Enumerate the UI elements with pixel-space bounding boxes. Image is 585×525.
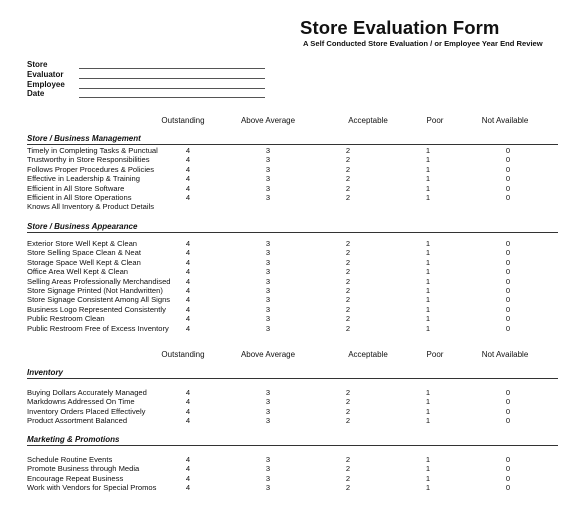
evaluation-row <box>0 248 585 257</box>
rating-value[interactable]: 3 <box>265 397 271 407</box>
rating-value[interactable]: 4 <box>185 295 191 305</box>
form-subtitle: A Self Conducted Store Evaluation / or Employee Year End Review <box>303 39 543 48</box>
rating-value[interactable]: 1 <box>425 473 431 483</box>
evaluator-label: Evaluator <box>27 70 64 79</box>
row-label: Trustworthy in Store Responsibilities <box>27 155 150 165</box>
rating-value[interactable]: 2 <box>345 286 351 295</box>
rating-value[interactable]: 2 <box>345 314 351 324</box>
rating-value[interactable]: 2 <box>345 155 351 165</box>
rating-value[interactable]: 1 <box>425 323 431 333</box>
rating-value[interactable]: 1 <box>425 464 431 474</box>
rating-value[interactable]: 4 <box>185 483 191 493</box>
rating-value[interactable]: 1 <box>425 183 431 193</box>
rating-value[interactable]: 0 <box>505 193 511 202</box>
evaluation-row <box>0 474 585 483</box>
rating-value[interactable]: 0 <box>505 323 511 333</box>
row-label: Selling Areas Professionally Merchandised <box>27 276 171 286</box>
rating-value[interactable]: 2 <box>345 406 351 416</box>
row-label: Encourage Repeat Business <box>27 473 124 483</box>
rating-value[interactable]: 0 <box>505 248 511 258</box>
evaluation-row <box>0 202 585 211</box>
rating-value[interactable]: 0 <box>505 416 511 426</box>
rating-value[interactable]: 2 <box>345 267 351 277</box>
rating-value[interactable]: 4 <box>185 164 191 174</box>
rating-value[interactable]: 1 <box>425 286 431 295</box>
rating-value[interactable]: 0 <box>505 164 511 174</box>
header-poor: Poor <box>426 350 444 359</box>
section-divider <box>27 232 558 233</box>
rating-value[interactable]: 1 <box>425 267 431 277</box>
rating-value[interactable]: 2 <box>345 323 351 333</box>
header-above-average: Above Average <box>240 116 296 125</box>
rating-value[interactable]: 4 <box>185 397 191 407</box>
section-divider <box>27 378 558 379</box>
row-label: Knows All Inventory & Product Details <box>27 202 155 212</box>
rating-header-row <box>0 116 585 126</box>
rating-value[interactable]: 1 <box>425 397 431 407</box>
header-acceptable: Acceptable <box>348 350 388 359</box>
section-title-marketing: Marketing & Promotions <box>27 435 120 444</box>
rating-value[interactable]: 0 <box>505 473 511 483</box>
evaluation-row <box>0 193 585 202</box>
evaluation-row <box>0 174 585 183</box>
rating-value[interactable]: 3 <box>265 174 271 184</box>
rating-value[interactable]: 0 <box>505 304 511 314</box>
rating-value[interactable]: 1 <box>425 155 431 165</box>
rating-value[interactable]: 1 <box>425 455 431 464</box>
rating-value[interactable]: 1 <box>425 174 431 184</box>
header-above-average: Above Average <box>240 350 296 359</box>
row-label: Schedule Routine Events <box>27 455 113 464</box>
rating-value[interactable]: 0 <box>505 483 511 493</box>
evaluation-row <box>0 146 585 155</box>
evaluation-row <box>0 397 585 406</box>
rating-value[interactable]: 3 <box>265 267 271 277</box>
rating-value[interactable]: 2 <box>345 295 351 305</box>
rating-value[interactable]: 0 <box>505 295 511 305</box>
rating-value[interactable]: 0 <box>505 155 511 165</box>
rating-value[interactable]: 2 <box>345 464 351 474</box>
evaluator-field[interactable] <box>27 70 267 80</box>
rating-value[interactable]: 4 <box>185 257 191 267</box>
evaluation-row <box>0 464 585 473</box>
evaluation-row <box>0 295 585 304</box>
row-label: Store Signage Consistent Among All Signs <box>27 295 171 305</box>
rating-value[interactable]: 4 <box>185 276 191 286</box>
evaluation-row <box>0 155 585 164</box>
store-label: Store <box>27 60 48 69</box>
rating-value[interactable]: 1 <box>425 239 431 248</box>
row-label: Product Assortment Balanced <box>27 416 128 426</box>
rating-value[interactable]: 0 <box>505 397 511 407</box>
rating-value[interactable]: 1 <box>425 304 431 314</box>
rating-value[interactable]: 2 <box>345 455 351 464</box>
header-poor: Poor <box>426 116 444 125</box>
section-title-management: Store / Business Management <box>27 134 141 143</box>
rating-value[interactable]: 1 <box>425 146 431 155</box>
row-label: Efficient in All Store Operations <box>27 193 132 202</box>
rating-value[interactable]: 1 <box>425 388 431 397</box>
row-label: Buying Dollars Accurately Managed <box>27 388 147 397</box>
rating-value[interactable]: 4 <box>185 155 191 165</box>
rating-value[interactable]: 2 <box>345 257 351 267</box>
evaluation-row <box>0 407 585 416</box>
evaluation-row <box>0 388 585 397</box>
rating-value[interactable]: 3 <box>265 146 271 155</box>
evaluation-row <box>0 324 585 333</box>
rating-value[interactable]: 3 <box>265 388 271 397</box>
section-divider <box>27 445 558 446</box>
rating-value[interactable]: 4 <box>185 473 191 483</box>
rating-value[interactable]: 3 <box>265 416 271 426</box>
rating-value[interactable]: 3 <box>265 193 271 202</box>
evaluation-row <box>0 239 585 248</box>
section-divider <box>27 144 558 145</box>
rating-value[interactable]: 4 <box>185 146 191 155</box>
evaluation-row <box>0 483 585 492</box>
rating-value[interactable]: 2 <box>345 388 351 397</box>
header-outstanding: Outstanding <box>161 116 205 125</box>
rating-value[interactable]: 3 <box>265 295 271 305</box>
rating-value[interactable]: 0 <box>505 239 511 248</box>
rating-value[interactable]: 0 <box>505 183 511 193</box>
rating-value[interactable]: 0 <box>505 464 511 474</box>
rating-value[interactable]: 4 <box>185 267 191 277</box>
rating-value[interactable]: 3 <box>265 276 271 286</box>
row-label: Store Signage Printed (Not Handwritten) <box>27 286 163 295</box>
rating-value[interactable]: 0 <box>505 286 511 295</box>
evaluation-row <box>0 277 585 286</box>
rating-value[interactable]: 4 <box>185 174 191 184</box>
rating-value[interactable]: 0 <box>505 174 511 184</box>
evaluation-row <box>0 286 585 295</box>
rating-value[interactable]: 0 <box>505 406 511 416</box>
rating-value[interactable]: 1 <box>425 314 431 324</box>
rating-value[interactable]: 2 <box>345 183 351 193</box>
row-label: Work with Vendors for Special Promos <box>27 483 157 493</box>
rating-value[interactable]: 3 <box>265 248 271 258</box>
rating-value[interactable]: 0 <box>505 276 511 286</box>
rating-value[interactable]: 3 <box>265 323 271 333</box>
rating-value[interactable]: 3 <box>265 473 271 483</box>
row-label: Store Selling Space Clean & Neat <box>27 248 141 258</box>
row-label: Promote Business through Media <box>27 464 140 474</box>
rating-value[interactable]: 2 <box>345 276 351 286</box>
evaluator-line[interactable] <box>79 78 265 79</box>
evaluation-row <box>0 416 585 425</box>
rating-value[interactable]: 4 <box>185 416 191 426</box>
rating-value[interactable]: 4 <box>185 455 191 464</box>
rating-value[interactable]: 0 <box>505 455 511 464</box>
rating-value[interactable]: 1 <box>425 193 431 202</box>
rating-value[interactable]: 2 <box>345 473 351 483</box>
form-title: Store Evaluation Form <box>300 17 500 38</box>
rating-value[interactable]: 0 <box>505 314 511 324</box>
row-label: Efficient in All Store Software <box>27 183 125 193</box>
rating-value[interactable]: 4 <box>185 286 191 295</box>
rating-value[interactable]: 3 <box>265 314 271 324</box>
rating-value[interactable]: 3 <box>265 406 271 416</box>
store-field[interactable] <box>27 60 267 70</box>
evaluation-row <box>0 165 585 174</box>
row-label: Public Restroom Free of Excess Inventory <box>27 323 169 333</box>
rating-value[interactable]: 2 <box>345 174 351 184</box>
row-label: Timely in Completing Tasks & Punctual <box>27 146 158 155</box>
evaluation-row <box>0 455 585 464</box>
rating-value[interactable]: 2 <box>345 193 351 202</box>
row-label: Exterior Store Well Kept & Clean <box>27 239 138 248</box>
rating-value[interactable]: 3 <box>265 183 271 193</box>
rating-value[interactable]: 4 <box>185 183 191 193</box>
rating-value[interactable]: 1 <box>425 295 431 305</box>
section-title-inventory: Inventory <box>27 368 64 377</box>
row-label: Inventory Orders Placed Effectively <box>27 406 146 416</box>
rating-value[interactable]: 3 <box>265 286 271 295</box>
rating-value[interactable]: 4 <box>185 406 191 416</box>
rating-value[interactable]: 0 <box>505 388 511 397</box>
rating-value[interactable]: 4 <box>185 248 191 258</box>
rating-value[interactable]: 2 <box>345 239 351 248</box>
rating-value[interactable]: 2 <box>345 146 351 155</box>
evaluation-row <box>0 267 585 276</box>
rating-value[interactable]: 3 <box>265 455 271 464</box>
rating-value[interactable]: 4 <box>185 388 191 397</box>
rating-value[interactable]: 2 <box>345 304 351 314</box>
rating-value[interactable]: 4 <box>185 314 191 324</box>
rating-value[interactable]: 1 <box>425 248 431 258</box>
rating-value[interactable]: 3 <box>265 257 271 267</box>
rating-value[interactable]: 1 <box>425 416 431 426</box>
rating-header-row <box>0 350 585 360</box>
header-acceptable: Acceptable <box>348 116 388 125</box>
rating-value[interactable]: 4 <box>185 239 191 248</box>
header-not-available: Not Available <box>481 350 529 359</box>
section-title-appearance: Store / Business Appearance <box>27 222 138 231</box>
rating-value[interactable]: 3 <box>265 483 271 493</box>
rating-value[interactable]: 2 <box>345 483 351 493</box>
evaluation-row <box>0 314 585 323</box>
rating-value[interactable]: 0 <box>505 146 511 155</box>
date-line[interactable] <box>79 97 265 98</box>
rating-value[interactable]: 2 <box>345 164 351 174</box>
row-label: Follows Proper Procedures & Policies <box>27 164 155 174</box>
date-label: Date <box>27 89 45 98</box>
header-not-available: Not Available <box>481 116 529 125</box>
rating-value[interactable]: 1 <box>425 276 431 286</box>
rating-value[interactable]: 2 <box>345 416 351 426</box>
rating-value[interactable]: 4 <box>185 304 191 314</box>
rating-value[interactable]: 4 <box>185 464 191 474</box>
rating-value[interactable]: 2 <box>345 248 351 258</box>
row-label: Storage Space Well Kept & Clean <box>27 257 141 267</box>
header-outstanding: Outstanding <box>161 350 205 359</box>
rating-value[interactable]: 3 <box>265 464 271 474</box>
evaluation-row <box>0 305 585 314</box>
row-label: Office Area Well Kept & Clean <box>27 267 129 277</box>
rating-value[interactable]: 3 <box>265 164 271 174</box>
rating-value[interactable]: 0 <box>505 267 511 277</box>
rating-value[interactable]: 1 <box>425 406 431 416</box>
rating-value[interactable]: 3 <box>265 155 271 165</box>
store-line[interactable] <box>79 68 265 69</box>
row-label: Business Logo Represented Consistently <box>27 304 166 314</box>
rating-value[interactable]: 0 <box>505 257 511 267</box>
rating-value[interactable]: 1 <box>425 257 431 267</box>
rating-value[interactable]: 3 <box>265 304 271 314</box>
evaluation-row <box>0 258 585 267</box>
rating-value[interactable]: 4 <box>185 323 191 333</box>
row-label: Public Restroom Clean <box>27 314 105 324</box>
employee-label: Employee <box>27 80 65 89</box>
rating-value[interactable]: 1 <box>425 483 431 493</box>
evaluation-row <box>0 184 585 193</box>
rating-value[interactable]: 1 <box>425 164 431 174</box>
rating-value[interactable]: 3 <box>265 239 271 248</box>
row-label: Effective in Leadership & Training <box>27 174 140 184</box>
row-label: Markdowns Addressed On Time <box>27 397 135 407</box>
rating-value[interactable]: 2 <box>345 397 351 407</box>
date-field[interactable] <box>27 89 267 99</box>
rating-value[interactable]: 4 <box>185 193 191 202</box>
